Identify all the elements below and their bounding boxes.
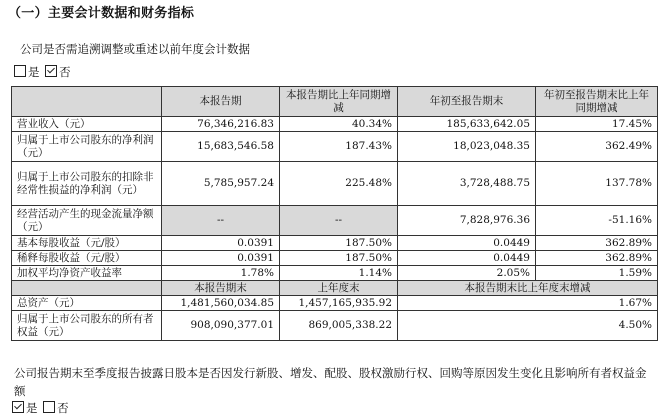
table2-header-row: [12, 281, 658, 296]
row-label: 归属于上市公司股东的净利润（元）: [12, 132, 162, 162]
checkbox-yes[interactable]: [14, 65, 26, 77]
checkbox-yes-label: 是: [26, 401, 38, 415]
cell-value: --: [162, 206, 280, 236]
share-capital-checkboxes: [12, 400, 71, 416]
cell-value: 5,785,957.24: [162, 162, 280, 206]
header-cell: 上年度末: [280, 281, 398, 296]
table-row: [12, 132, 658, 162]
header-cell: 本报告期比上年同期增减: [280, 87, 398, 117]
cell-value: 7,828,976.36: [398, 206, 536, 236]
row-label: 基本每股收益（元/股）: [12, 236, 162, 251]
restatement-question: 公司是否需追溯调整或重述以前年度会计数据: [20, 42, 250, 56]
cell-value: 1.78%: [162, 266, 280, 281]
row-label: 加权平均净资产收益率: [12, 266, 162, 281]
table-header-row: [12, 87, 658, 117]
checkbox-no[interactable]: [43, 401, 55, 413]
cell-value: 187.43%: [280, 132, 398, 162]
row-label: 归属于上市公司股东的扣除非经常性损益的净利润（元）: [12, 162, 162, 206]
cell-value: 869,005,338.22: [280, 311, 398, 341]
cell-value: 18,023,048.35: [398, 132, 536, 162]
cell-value: 187.50%: [280, 251, 398, 266]
cell-value: 76,346,216.83: [162, 117, 280, 132]
cell-value: 0.0449: [398, 251, 536, 266]
header-cell: [12, 281, 162, 296]
cell-value: 362.89%: [536, 236, 658, 251]
financial-data-table: [11, 86, 658, 341]
cell-value: 3,728,488.75: [398, 162, 536, 206]
table-row: [12, 266, 658, 281]
checkbox-no-label: 否: [57, 401, 69, 415]
header-cell: 本报告期末比上年度末增减: [398, 281, 658, 296]
cell-value: 362.89%: [536, 251, 658, 266]
row-label: 营业收入（元）: [12, 117, 162, 132]
share-capital-question: 公司报告期末至季度报告披露日股本是否因发行新股、增发、配股、股权激励行权、回购等原因发生变化且影响所有者权益金额: [14, 366, 647, 398]
table-row: [12, 236, 658, 251]
cell-value: 187.50%: [280, 236, 398, 251]
cell-value: 185,633,642.05: [398, 117, 536, 132]
cell-value: 362.49%: [536, 132, 658, 162]
cell-value: 1,481,560,034.85: [162, 296, 280, 311]
table-row: [12, 206, 658, 236]
checkbox-no-label: 否: [59, 65, 71, 79]
row-label: 总资产（元）: [12, 296, 162, 311]
cell-value: 0.0391: [162, 236, 280, 251]
header-cell: 本报告期: [162, 87, 280, 117]
cell-value: 225.48%: [280, 162, 398, 206]
row-label: 稀释每股收益（元/股）: [12, 251, 162, 266]
section-heading: （一）主要会计数据和财务指标: [8, 6, 195, 21]
cell-value: 1.59%: [536, 266, 658, 281]
cell-value: 137.78%: [536, 162, 658, 206]
row-label: 经营活动产生的现金流量净额（元）: [12, 206, 162, 236]
header-cell: 本报告期末: [162, 281, 280, 296]
cell-value: 1.14%: [280, 266, 398, 281]
cell-value: -51.16%: [536, 206, 658, 236]
cell-value: 17.45%: [536, 117, 658, 132]
cell-value: 1,457,165,935.92: [280, 296, 398, 311]
table-row: [12, 251, 658, 266]
restatement-checkboxes: [14, 64, 73, 80]
checkbox-yes-checked[interactable]: [12, 401, 24, 413]
checkbox-no-checked[interactable]: [45, 65, 57, 77]
table-row: [12, 117, 658, 132]
cell-value: 0.0449: [398, 236, 536, 251]
table-row: [12, 162, 658, 206]
table-row: [12, 296, 658, 311]
checkbox-yes-label: 是: [28, 65, 40, 79]
cell-value: 4.50%: [398, 311, 658, 341]
table-row: [12, 311, 658, 341]
header-cell: 年初至报告期末: [398, 87, 536, 117]
cell-value: --: [280, 206, 398, 236]
cell-value: 15,683,546.58: [162, 132, 280, 162]
cell-value: 40.34%: [280, 117, 398, 132]
row-label: 归属于上市公司股东的所有者权益（元）: [12, 311, 162, 341]
header-cell: [12, 87, 162, 117]
header-cell: 年初至报告期末比上年同期增减: [536, 87, 658, 117]
cell-value: 2.05%: [398, 266, 536, 281]
cell-value: 1.67%: [398, 296, 658, 311]
cell-value: 908,090,377.01: [162, 311, 280, 341]
cell-value: 0.0391: [162, 251, 280, 266]
